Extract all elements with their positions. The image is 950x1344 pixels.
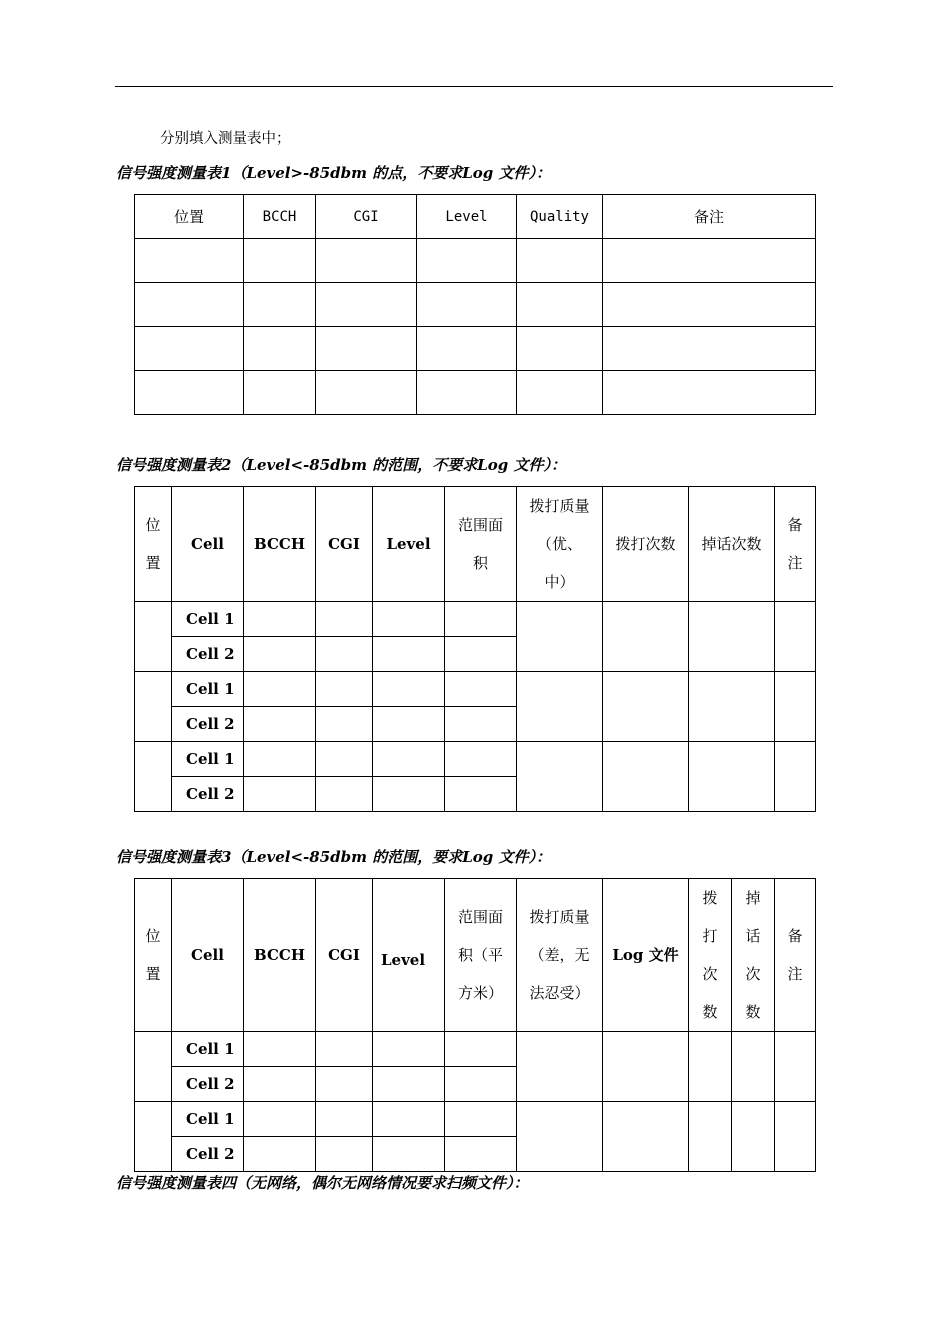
table-cell[interactable] (775, 742, 816, 812)
table-cell[interactable] (373, 1067, 445, 1102)
table3-header-level: Level (373, 879, 445, 1032)
table-cell[interactable] (316, 1067, 373, 1102)
table-cell[interactable] (316, 1137, 373, 1172)
table-cell[interactable] (517, 239, 603, 283)
cell-label: Cell 1 (172, 1032, 244, 1067)
table-cell[interactable] (135, 327, 244, 371)
table-cell[interactable] (517, 672, 603, 742)
table-cell[interactable] (517, 371, 603, 415)
header-rule (115, 86, 833, 87)
table-cell[interactable] (316, 637, 373, 672)
cell-label: Cell 2 (172, 777, 244, 812)
table-cell[interactable] (689, 742, 775, 812)
table-cell[interactable] (316, 602, 373, 637)
table-cell[interactable] (244, 327, 316, 371)
table-cell[interactable] (775, 1102, 816, 1172)
table-cell[interactable] (517, 1102, 603, 1172)
table-cell[interactable] (316, 1032, 373, 1067)
table2-header-cgi: CGI (316, 487, 373, 602)
table-cell[interactable] (445, 742, 517, 777)
table-cell[interactable] (373, 742, 445, 777)
table3-header-cgi: CGI (316, 879, 373, 1032)
table4-caption: 信号强度测量表四（无网络，偶尔无网络情况要求扫频文件）： (116, 1174, 529, 1192)
table-cell[interactable] (689, 672, 775, 742)
table3-header-quality: 拨打质量 （差，无 法忍受） (517, 879, 603, 1032)
table-cell[interactable] (689, 602, 775, 672)
intro-text: 分别填入测量表中； (160, 131, 291, 147)
table-cell[interactable] (373, 1102, 445, 1137)
cell-label: Cell 2 (172, 707, 244, 742)
table-cell[interactable] (244, 283, 316, 327)
table-cell[interactable] (135, 239, 244, 283)
table2-header-level: Level (373, 487, 445, 602)
table-cell[interactable] (244, 1137, 316, 1172)
table1-header-position: 位置 (135, 195, 244, 239)
table-cell[interactable] (445, 1102, 517, 1137)
table-cell[interactable] (417, 371, 517, 415)
table2-header-bcch: BCCH (244, 487, 316, 602)
table-cell[interactable] (417, 239, 517, 283)
table-row (135, 672, 816, 707)
table-cell[interactable] (316, 327, 417, 371)
table-cell[interactable] (775, 602, 816, 672)
table-cell[interactable] (517, 327, 603, 371)
table-cell[interactable] (689, 1032, 732, 1102)
table-cell[interactable] (445, 1032, 517, 1067)
table1-header-bcch: BCCH (244, 195, 316, 239)
table-row (135, 1032, 816, 1067)
table-cell[interactable] (316, 777, 373, 812)
cell-label: Cell 1 (172, 1102, 244, 1137)
table2-header-drop-count: 掉话次数 (689, 487, 775, 602)
table-cell[interactable] (603, 327, 816, 371)
table-cell[interactable] (445, 707, 517, 742)
table-cell[interactable] (373, 672, 445, 707)
table-cell[interactable] (244, 602, 316, 637)
table-cell[interactable] (316, 283, 417, 327)
cell-label: Cell 2 (172, 1067, 244, 1102)
table-cell[interactable] (244, 672, 316, 707)
table-row (135, 327, 816, 371)
table-cell[interactable] (417, 327, 517, 371)
cell-label: Cell 1 (172, 672, 244, 707)
table2-header-cell: Cell (172, 487, 244, 602)
table-cell[interactable] (244, 371, 316, 415)
table-cell[interactable] (517, 283, 603, 327)
table-cell[interactable] (316, 742, 373, 777)
table-cell[interactable] (244, 1032, 316, 1067)
table2-header-quality: 拨打质量 （优、 中） (517, 487, 603, 602)
table-cell[interactable] (775, 672, 816, 742)
table-row (135, 1102, 816, 1137)
table-cell[interactable] (244, 707, 316, 742)
table3 (134, 878, 816, 1172)
table-row (135, 742, 816, 777)
table-cell[interactable] (244, 637, 316, 672)
table3-header-note: 备 注 (775, 879, 816, 1032)
table-row (135, 371, 816, 415)
table3-header-cell: Cell (172, 879, 244, 1032)
cell-label: Cell 2 (172, 1137, 244, 1172)
table-cell[interactable] (445, 1067, 517, 1102)
table2-header-range: 范围面 积 (445, 487, 517, 602)
table-cell[interactable] (732, 1102, 775, 1172)
table-cell[interactable] (316, 672, 373, 707)
table2-caption: 信号强度测量表2（Level<-85dbm 的范围，不要求Log 文件）： (116, 456, 566, 474)
table1-header-cgi: CGI (316, 195, 417, 239)
table3-header-dial-count: 拨 打 次 数 (689, 879, 732, 1032)
cell-label: Cell 1 (172, 742, 244, 777)
table-cell[interactable] (135, 602, 172, 672)
table-cell[interactable] (689, 1102, 732, 1172)
table2-header-position: 位 置 (135, 487, 172, 602)
table-cell[interactable] (244, 239, 316, 283)
table-cell[interactable] (517, 602, 603, 672)
table-cell[interactable] (316, 1102, 373, 1137)
table-row (135, 239, 816, 283)
table1-header-row (135, 195, 816, 239)
table1-header-quality: Quality (517, 195, 603, 239)
table-cell[interactable] (135, 371, 244, 415)
cell-label: Cell 2 (172, 637, 244, 672)
table3-header-position: 位 置 (135, 879, 172, 1032)
table1 (134, 194, 816, 415)
table2-header-note: 备 注 (775, 487, 816, 602)
table-cell[interactable] (244, 777, 316, 812)
table-cell[interactable] (517, 742, 603, 812)
cell-label: Cell 1 (172, 602, 244, 637)
table-cell[interactable] (603, 1102, 689, 1172)
table-cell[interactable] (135, 1102, 172, 1172)
table1-header-level: Level (417, 195, 517, 239)
table3-header-range: 范围面 积（平 方米） (445, 879, 517, 1032)
table-cell[interactable] (732, 1032, 775, 1102)
table-cell[interactable] (603, 1032, 689, 1102)
table-cell[interactable] (517, 1032, 603, 1102)
table-cell[interactable] (316, 239, 417, 283)
table-row (135, 602, 816, 637)
table-cell[interactable] (316, 371, 417, 415)
table1-caption: 信号强度测量表1（Level>-85dbm 的点，不要求Log 文件）： (116, 164, 551, 182)
table-cell[interactable] (603, 239, 816, 283)
table-cell[interactable] (445, 602, 517, 637)
table-cell[interactable] (445, 777, 517, 812)
table-cell[interactable] (373, 1137, 445, 1172)
table-cell[interactable] (244, 742, 316, 777)
table2 (134, 486, 816, 812)
table-cell[interactable] (603, 602, 689, 672)
table-cell[interactable] (135, 742, 172, 812)
table2-header-row (135, 487, 816, 602)
table3-header-log-file: Log 文件 (603, 879, 689, 1032)
table-cell[interactable] (603, 371, 816, 415)
table-cell[interactable] (244, 1102, 316, 1137)
table3-header-bcch: BCCH (244, 879, 316, 1032)
table-cell[interactable] (373, 637, 445, 672)
table2-header-dial-count: 拨打次数 (603, 487, 689, 602)
table-row (135, 283, 816, 327)
table-cell[interactable] (135, 1032, 172, 1102)
table-cell[interactable] (445, 672, 517, 707)
table-cell[interactable] (445, 1137, 517, 1172)
table-cell[interactable] (775, 1032, 816, 1102)
table-cell[interactable] (603, 672, 689, 742)
table3-header-drop-count: 掉 话 次 数 (732, 879, 775, 1032)
table-cell[interactable] (373, 1032, 445, 1067)
table-cell[interactable] (603, 283, 816, 327)
table-cell[interactable] (445, 637, 517, 672)
table-cell[interactable] (135, 672, 172, 742)
table-cell[interactable] (316, 707, 373, 742)
table-cell[interactable] (135, 283, 244, 327)
table3-header-row (135, 879, 816, 1032)
table-cell[interactable] (244, 1067, 316, 1102)
table-cell[interactable] (417, 283, 517, 327)
table3-caption: 信号强度测量表3（Level<-85dbm 的范围，要求Log 文件）： (116, 848, 551, 866)
table-cell[interactable] (373, 602, 445, 637)
table-cell[interactable] (373, 707, 445, 742)
table-cell[interactable] (373, 777, 445, 812)
table1-header-note: 备注 (603, 195, 816, 239)
table-cell[interactable] (603, 742, 689, 812)
